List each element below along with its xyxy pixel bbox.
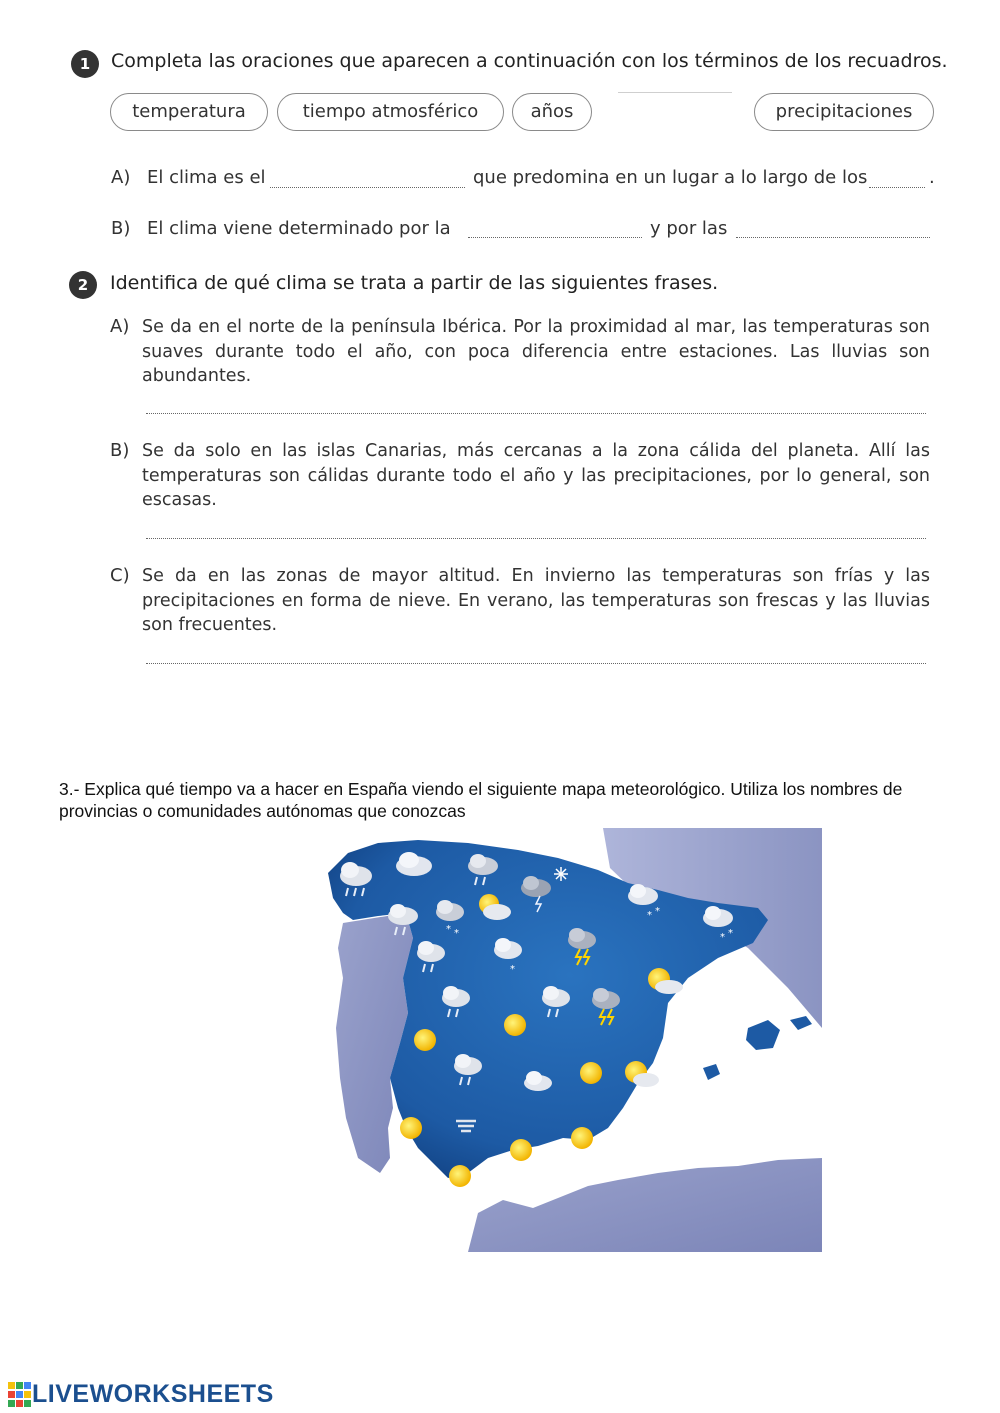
sentence-a-blank-1[interactable] bbox=[270, 187, 465, 188]
term-temperatura: temperatura bbox=[110, 93, 268, 131]
svg-text:*: * bbox=[655, 906, 660, 917]
item-b-label: B) bbox=[110, 440, 130, 461]
sun-icon bbox=[504, 1014, 526, 1036]
exercise-2-title: Identifica de qué clima se trata a partir de las siguientes frases. bbox=[110, 272, 719, 294]
svg-text:*: * bbox=[720, 932, 725, 943]
item-b-answer-line[interactable] bbox=[146, 538, 926, 539]
item-a-label: A) bbox=[110, 316, 130, 337]
exercise-1-number: 1 bbox=[71, 50, 99, 78]
sentence-a-part1: El clima es el bbox=[147, 167, 266, 188]
sun-icon bbox=[580, 1062, 602, 1084]
item-a-answer-line[interactable] bbox=[146, 413, 926, 414]
sentence-b-part2: y por las bbox=[650, 218, 728, 239]
logo-text: LIVEWORKSHEETS bbox=[32, 1380, 274, 1408]
svg-text:*: * bbox=[510, 964, 515, 975]
term-tiempo-atmosferico: tiempo atmosférico bbox=[277, 93, 504, 131]
blank-term-slot bbox=[618, 92, 732, 93]
sun-icon bbox=[510, 1139, 532, 1161]
term-anos: años bbox=[512, 93, 592, 131]
sentence-b-blank-1[interactable] bbox=[468, 237, 642, 238]
item-c-text: Se da en las zonas de mayor altitud. En invierno las temperaturas son frías y las precipitaciones en forma de nieve. En verano, las temperaturas son frescas y las lluvias son frecuentes. bbox=[142, 566, 930, 635]
sun-icon bbox=[400, 1117, 422, 1139]
item-c-label: C) bbox=[110, 565, 130, 586]
sentence-a-part2: que predomina en un lugar a lo largo de los bbox=[473, 167, 868, 188]
weather-map bbox=[318, 828, 822, 1252]
sun-icon bbox=[449, 1165, 471, 1187]
sentence-a-end: . bbox=[929, 167, 935, 188]
item-a-text: Se da en el norte de la península Ibérica. Por la proximidad al mar, las temperaturas son suaves durante todo el año, con poca diferencia entre estaciones. Las lluvias son abundantes. bbox=[142, 317, 930, 386]
sun-icon bbox=[414, 1029, 436, 1051]
exercise-3-title: 3.- Explica qué tiempo va a hacer en España viendo el siguiente mapa meteorológico. Utiliza los nombres de provincias o comunidades autónomas que conozcas bbox=[59, 779, 903, 821]
exercise-1-title: Completa las oraciones que aparecen a continuación con los términos de los recuadros. bbox=[111, 50, 948, 72]
sentence-b-part1: El clima viene determinado por la bbox=[147, 218, 451, 239]
sentence-a-label: A) bbox=[111, 167, 131, 188]
liveworksheets-logo bbox=[8, 1380, 274, 1409]
sentence-b-label: B) bbox=[111, 218, 131, 239]
item-c-answer-line[interactable] bbox=[146, 663, 926, 664]
snowflake-icon bbox=[554, 867, 568, 881]
svg-text:*: * bbox=[454, 928, 459, 939]
item-b-text: Se da solo en las islas Canarias, más cercanas a la zona cálida del planeta. Allí las temperaturas son cálidas durante todo el año y las precipitaciones, por lo general, son escasas. bbox=[142, 441, 930, 510]
sentence-a-blank-2[interactable] bbox=[869, 187, 925, 188]
sun-icon bbox=[571, 1127, 593, 1149]
exercise-2-number: 2 bbox=[69, 271, 97, 299]
term-precipitaciones: precipitaciones bbox=[754, 93, 934, 131]
svg-text:*: * bbox=[647, 910, 652, 921]
sentence-b-blank-2[interactable] bbox=[736, 237, 930, 238]
svg-text:*: * bbox=[446, 924, 451, 935]
logo-blocks-icon bbox=[8, 1382, 32, 1408]
svg-text:*: * bbox=[728, 928, 733, 939]
